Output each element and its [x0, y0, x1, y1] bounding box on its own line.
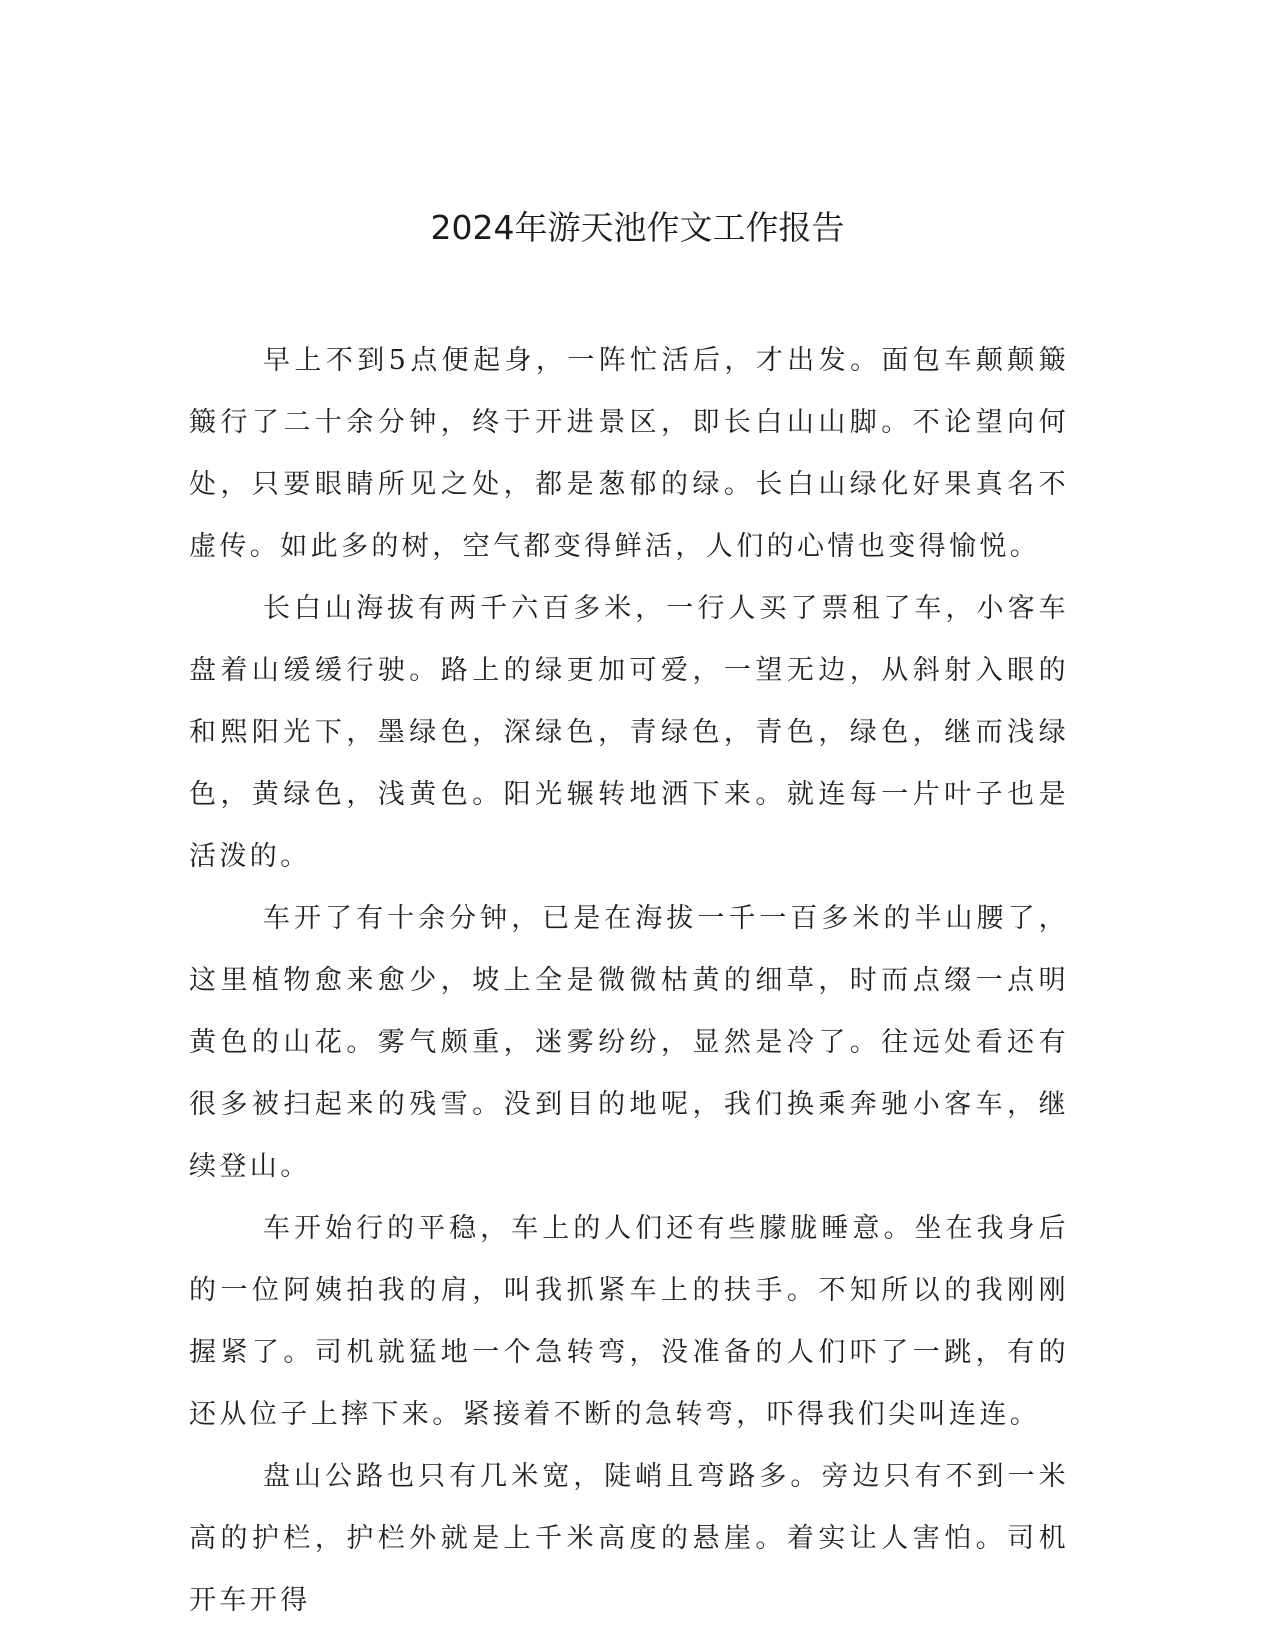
paragraph: 车开了有十余分钟，已是在海拔一千一百多米的半山腰了，这里植物愈来愈少，坡上全是微微枯黄的细草，时而点缀一点明黄色的山花。雾气颇重，迷雾纷纷，显然是冷了。往远处看还有很多被扫起来的残雪。没到目的地呢，我们换乘奔驰小客车，继续登山。: [189, 903, 1069, 1182]
document-body: [189, 330, 1069, 1632]
paragraph: 车开始行的平稳，车上的人们还有些朦胧睡意。坐在我身后的一位阿姨拍我的肩，叫我抓紧车上的扶手。不知所以的我刚刚握紧了。司机就猛地一个急转弯，没准备的人们吓了一跳，有的还从位子上摔下来。紧接着不断的急转弯，吓得我们尖叫连连。: [189, 1213, 1069, 1430]
document-title: 2024年游天池作文工作报告: [430, 208, 845, 247]
paragraph: 早上不到5点便起身，一阵忙活后，才出发。面包车颠颠簸簸行了二十余分钟，终于开进景区，即长白山山脚。不论望向何处，只要眼睛所见之处，都是葱郁的绿。长白山绿化好果真名不虚传。如此多的树，空气都变得鲜活，人们的心情也变得愉悦。: [189, 345, 1069, 562]
paragraph: 长白山海拔有两千六百多米，一行人买了票租了车，小客车盘着山缓缓行驶。路上的绿更加可爱，一望无边，从斜射入眼的和熙阳光下，墨绿色，深绿色，青绿色，青色，绿色，继而浅绿色，黄绿色，浅黄色。阳光辗转地洒下来。就连每一片叶子也是活泼的。: [189, 593, 1069, 872]
paragraph: 盘山公路也只有几米宽，陡峭且弯路多。旁边只有不到一米高的护栏，护栏外就是上千米高度的悬崖。着实让人害怕。司机开车开得: [189, 1461, 1069, 1616]
